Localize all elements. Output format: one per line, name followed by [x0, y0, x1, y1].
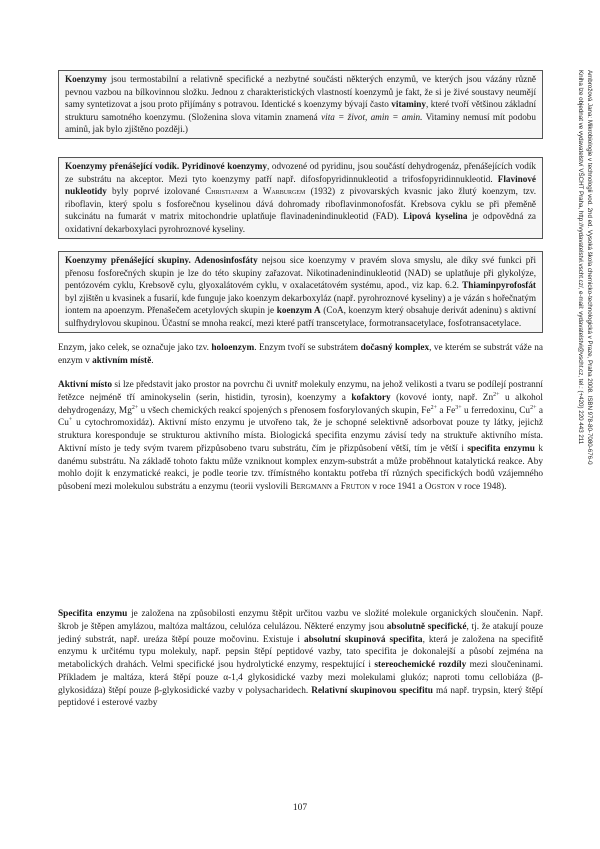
term: Aktivní místo: [58, 380, 113, 390]
text: u ferredoxinu, Cu: [461, 405, 531, 416]
term: holoenzym: [211, 343, 255, 353]
superscript: 2+: [131, 404, 139, 411]
term: Flavinové nukleotidy: [65, 173, 536, 197]
term: Thiaminpyrofosfát: [462, 280, 536, 291]
term: Koenzymy přenášející skupiny. Adenosinfosfáty: [65, 255, 258, 265]
author-name: Bergmann: [290, 482, 332, 492]
text: a Fe: [437, 405, 456, 416]
term: kofaktory: [351, 392, 391, 403]
text: si lze představit jako prostor na povrchu či uvnitř molekuly enzymu, na jehož velikosti a tvaru se podílejí postranní řetězce nejméně tří aminokyselin (serin, histidin, tyrosin), koenzymy a: [58, 380, 543, 403]
text: je založena na způsobilosti enzymu štěpit určitou vazbu ve složité molekule organických sloučenin. Např. škrob je štěpen amylázou, maltóza maltázou, celulóza celulázou. Některé enzymy jsou: [58, 609, 543, 632]
text: u cytochromoxidáz). Aktivní místo enzymu je utvořeno tak, že je schopné selektivně adsorbovat pouze ty látky, jejichž struktura koresponduje se strukturou aktivního místa. Biologická specifita enzymu závisí tedy na struktuře aktivního místa. Aktivní místo je tedy svým tvarem přizpůsobeno tvaru substrátu, čím je přizpůsobení větší, tím je větší i: [58, 418, 543, 454]
term: dočasný komplex: [360, 343, 430, 353]
text: (1932) z pivovarských kvasnic jako žlutý koenzym, tzv. riboflavin, který spolu s fosforečnou kyselinou dává dohromady riboflavinmonofosfát. Krebsova cyklu se při přeměně sukcinátu na fumarát v matrix mitochondrie uplatňuje flavinadenindinukleotid (FAD).: [65, 186, 537, 222]
text: a Cu: [58, 405, 544, 429]
citation-sidebar: [568, 70, 596, 630]
author-name: Fruton: [340, 482, 370, 492]
term: absolutní skupinová specifita: [303, 634, 423, 645]
superscript: 2+: [530, 404, 537, 411]
paragraph-holoenzyme: [58, 342, 543, 368]
text: k danému substrátu. Na základě tohoto faktu může vzniknout komplex enzym-substrát a může proběhnout katalytická reakce. Aby mohlo dojít k enzymatické reakci, je podle teorie tzv. třímístného kontaktu potřeba tří různých specifických bodů vzájemného působení mezi molekulou substrátu a enzymu (teorii vyslovili: [58, 443, 543, 492]
box-paragraph: [65, 160, 536, 236]
text: , odvozené od pyridinu, jsou součástí dehydrogenáz, přenášejících vodík ze substrátu na akceptor. Mezi tyto koenzymy patří např. difosfopyridinnukleotid a trifosfopyridinnukleotid.: [65, 161, 536, 184]
term: Specifita enzymu: [58, 609, 128, 619]
box-paragraph: [65, 254, 536, 330]
text: jsou termostabilní a relativně specifické a nezbytné součásti některých enzymů, ve kterých jsou vázány různě pevnou vazbou na bílkovinnou složku. Jednou z charakteristických vlastností koenzymů je fakt, že si je živé soustavy neumějí samy syntetizovat a jsou proto přijímány s potravou. Identické s koenzymy bývají často: [65, 74, 536, 110]
text: , ve kterém se substrát váže na enzym v: [58, 343, 543, 366]
term: Koenzymy: [65, 74, 107, 84]
term: Lipová kyselina: [403, 211, 468, 222]
text: , tj. že atakují pouze jediný substrát, např. ureáza štěpí pouze močovinu. Existuje i: [58, 621, 543, 645]
text: má např. trypsin, který štěpí peptidové i esterové vazby: [58, 685, 543, 709]
text: mezi sloučeninami. Příkladem je maltáza, která štěpí pouze α-1,4 glykosidické vazby mezi molekulami glukóz; naproti tomu cellobiáza (β-glykosidáza) štěpí pouze β-glykosidické vazby v polysacharidech.: [58, 660, 543, 696]
author-name: Ogston: [424, 482, 455, 492]
citation-text: [576, 70, 594, 630]
text: . Enzym tvoří se substrátem: [254, 343, 361, 353]
info-box-coenzymes: [58, 70, 543, 139]
text: byly poprvé izolované: [106, 186, 206, 197]
text: v roce 1941 a: [369, 482, 425, 492]
page-number: 107: [292, 803, 308, 813]
term: Koenzymy přenášející vodík. Pyridinové koenzymy: [65, 161, 268, 171]
text: nejsou sice koenzymy v pravém slova smyslu, ale díky své funkci při přenosu fosforečných skupin je lze do této skupiny zařazovat. Nikotinadenindinukleotid (NAD) se uplatňuje při glykolýze, pentózovém cyklu, Krebsově cylu, glyoxalátovém cyklu, v oxalacetátovém systému, apod., viz kap. 6.2.: [65, 255, 536, 291]
body-paragraph: [58, 379, 543, 494]
box-paragraph: [65, 73, 536, 136]
term: aktivním místě: [92, 355, 152, 366]
italic-text: vita = život, amin = amin.: [321, 111, 423, 122]
superscript: +: [68, 417, 73, 424]
text: Vitaminy nemusí mít podobu aminů, jak bylo zjištěno později.): [65, 111, 536, 135]
text: u všech chemických reakcí spojených s přenosem fosforylovaných skupin, Fe: [138, 405, 431, 416]
author-name: Warburgem: [262, 186, 306, 197]
author-name: Christianem: [205, 186, 249, 197]
text: u alkohol dehydrogenázy, Mg: [58, 392, 544, 416]
term: specifita enzymu: [467, 443, 535, 454]
text: a: [248, 186, 263, 197]
text: (kovové ionty, např. Zn: [390, 392, 494, 403]
text: byl zjištěn u kvasinek a fusarií, kde funguje jako koenzym dekarboxyláz (např. pyrohroznové kyseliny) a je vázán s hořečnatým iontem na apoenzym. Přenašečem acetylových skupin je: [65, 292, 536, 316]
text: Enzym, jako celek, se označuje jako tzv.: [58, 343, 212, 353]
term: vitaminy: [391, 99, 427, 110]
term: absolutně specifické: [386, 621, 467, 632]
paragraph-active-site: [58, 379, 543, 494]
text: a: [331, 482, 341, 492]
text: je odpovědná za oxidativní dekarboxylaci pyrohroznové kyseliny.: [65, 211, 536, 234]
text: , která je založena na specifitě enzymu k určitému typu molekuly, např. pepsin štěpí peptidové vazby, tato specifita je dokonalejší a působí zejména na metabolických drahách. Velmi specifické jsou hydrolytické enzymy, respektující i: [58, 634, 544, 670]
term: Relativní skupinovou specifitu: [311, 685, 433, 696]
text: (CoA, koenzym který obsahuje derivát adeninu) s aktivní sulfhydrylovou skupinou. Účastní se mnoha reakcí, mezi které patří transcetylace, formotransacetylace, fosfotransacetylace.: [65, 305, 537, 328]
citation-line-2: Kniha lze objednat ve vydavatelství VŠCHT Praha, http://vydavatelstvi.vscht.cz/, e-mail: vydavatelstvi@vscht.cz, tel.: (+420) 220 443 211: [577, 70, 584, 445]
body-paragraph: [58, 608, 543, 710]
text: .: [151, 355, 154, 366]
superscript: 3+: [455, 404, 462, 411]
info-box-hydrogen-transfer: [58, 157, 543, 239]
superscript: 2+: [430, 404, 437, 411]
citation-line-1: Ambrožová Jana: Mikrobiologie v technologii vod. 2nd ed. Vysoká škola chemicko-technologická v Praze, Praha 2008. ISBN 978-80-7080-676-0: [586, 70, 593, 465]
body-paragraph: [58, 342, 543, 368]
term: koenzym A: [276, 305, 321, 316]
paragraph-enzyme-specificity: [58, 608, 543, 710]
text: , které tvoří většinou základní strukturu samotného koenzymu. (Složenina slova vitamin znamená: [65, 99, 537, 122]
term: stereochemické rozdíly: [374, 660, 467, 670]
info-box-group-transfer: [58, 251, 543, 333]
text: v roce 1948).: [454, 482, 507, 492]
superscript: 2+: [493, 391, 500, 398]
